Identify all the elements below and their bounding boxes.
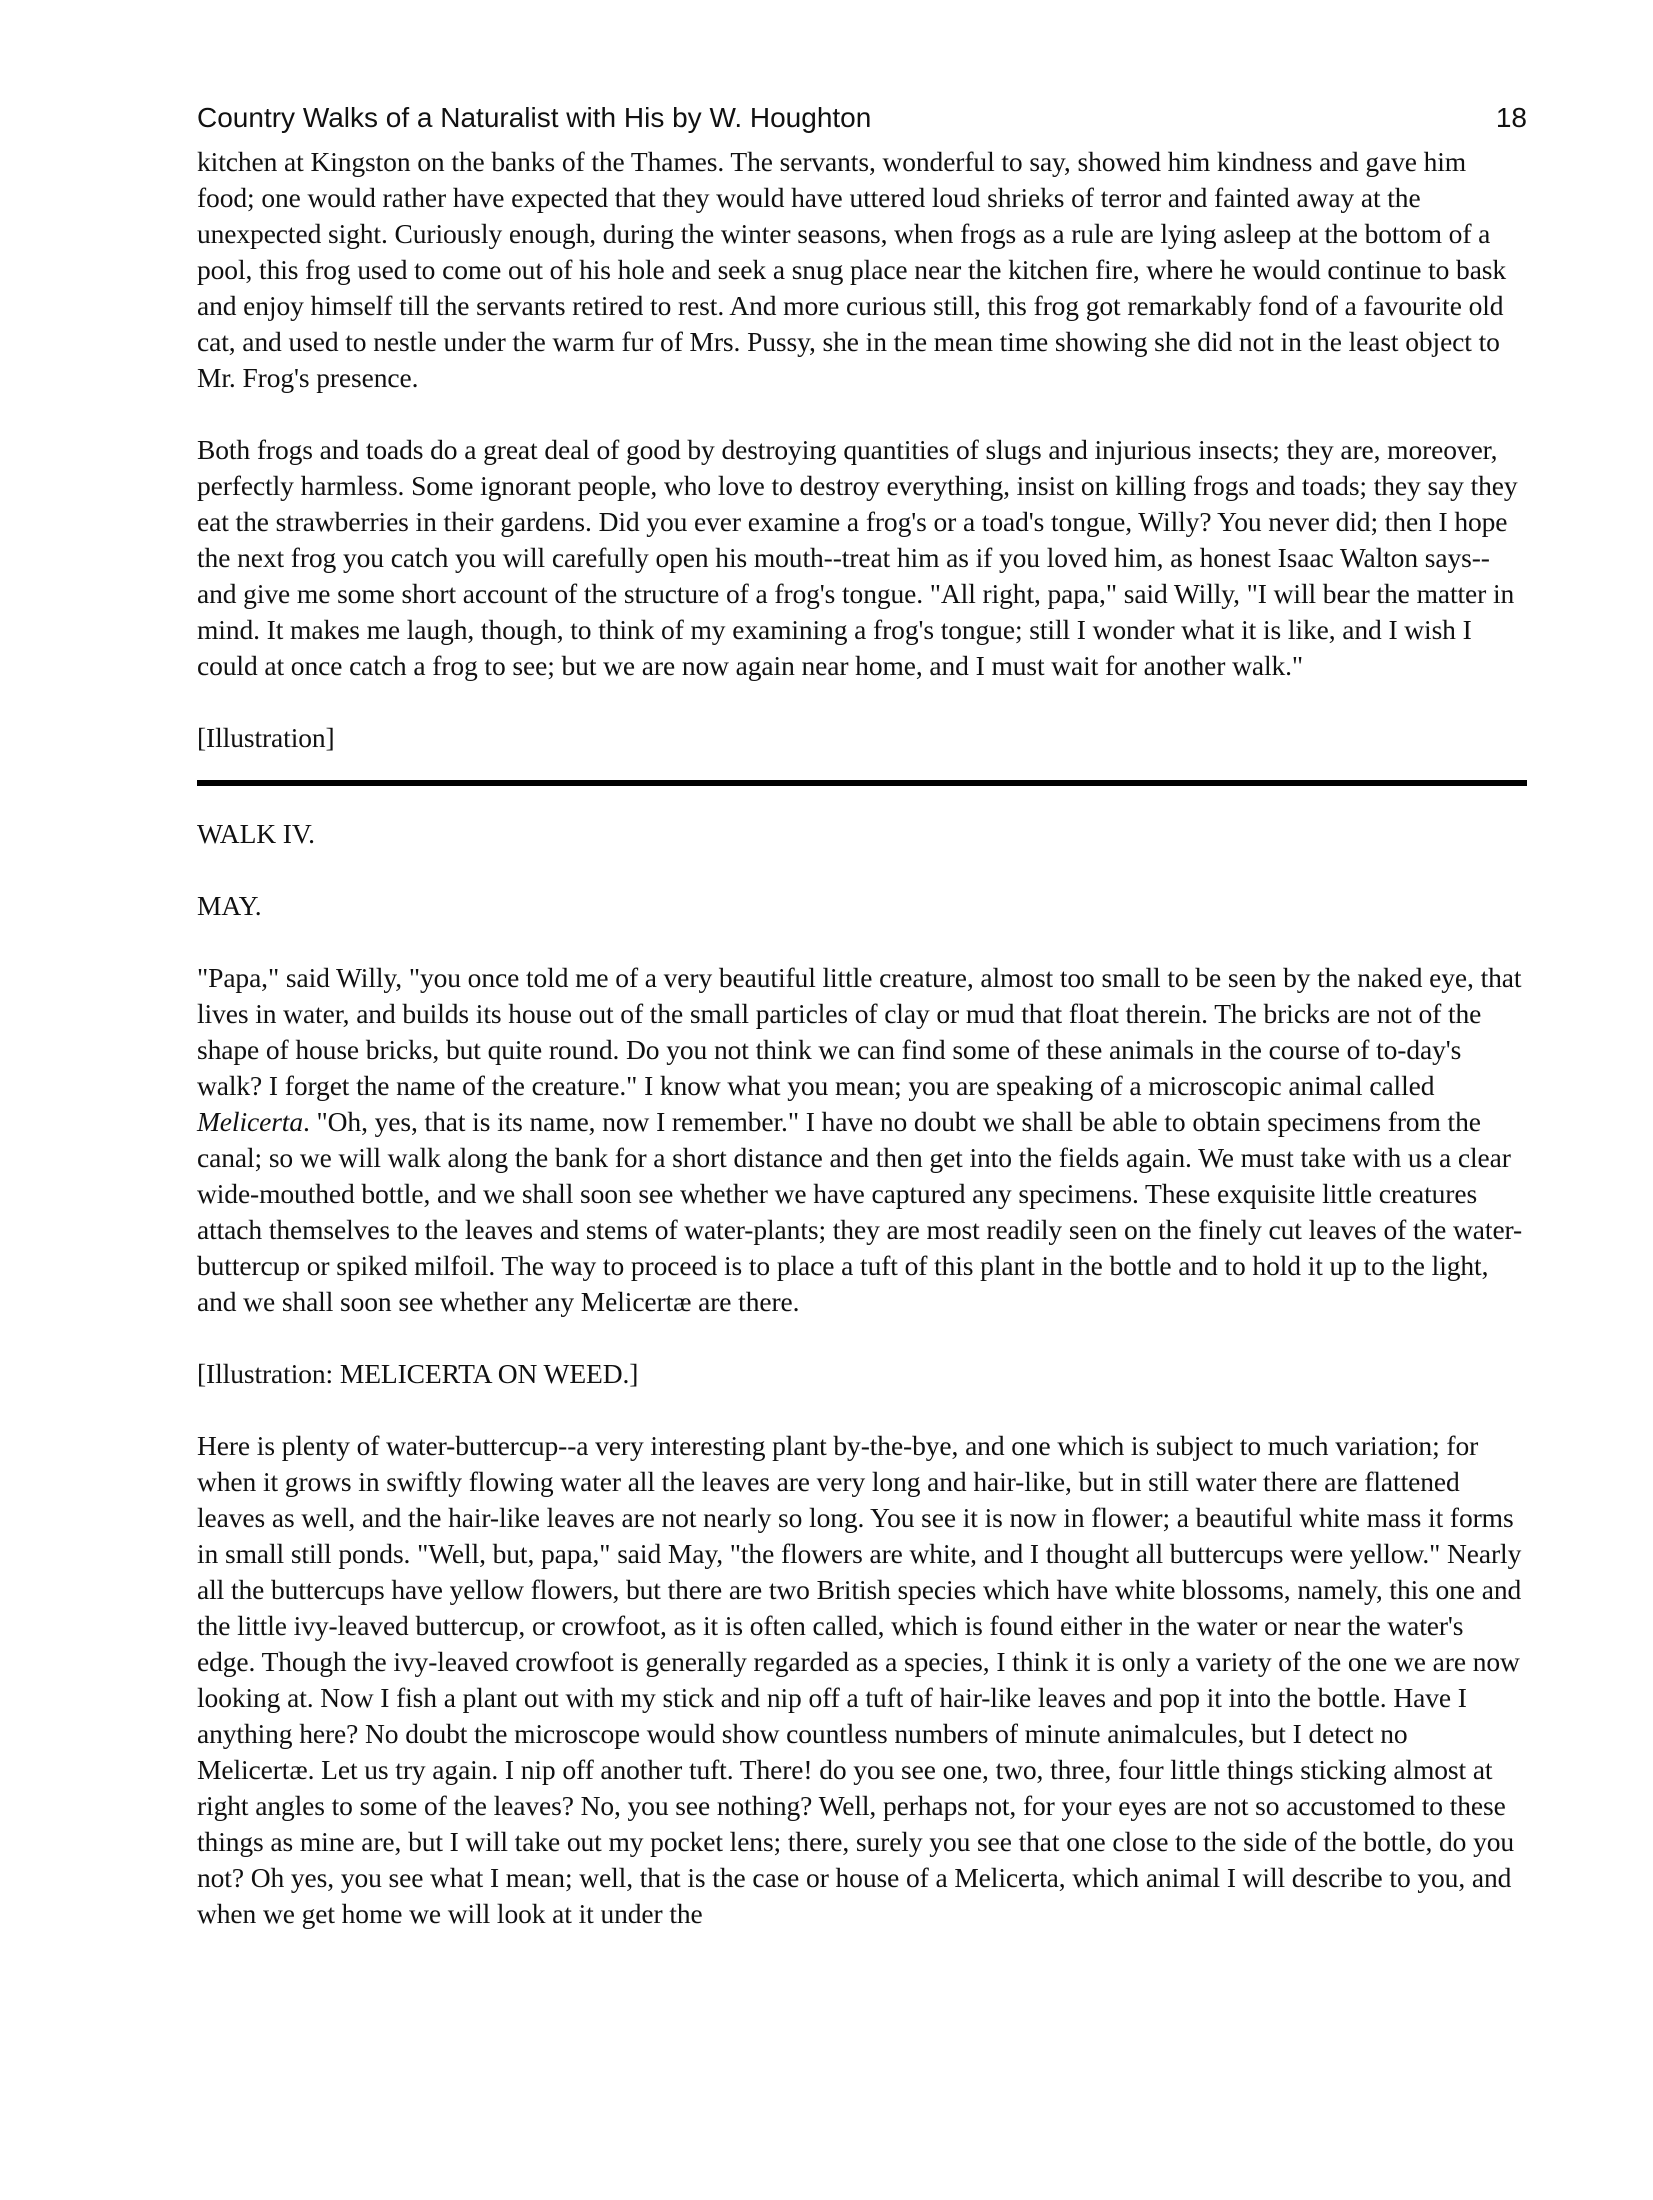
illustration-caption: [Illustration: MELICERTA ON WEED.]: [197, 1358, 639, 1389]
illustration-caption: [Illustration]: [197, 722, 335, 753]
paragraph-text: "Papa," said Willy, "you once told me of a very beautiful little creature, almost too small to be seen by the naked eye, that lives in water, and builds its house out of the small particles of clay or mud that float therein. The bricks are not of the shape of house bricks, but quite round. Do you not think we can find some of these animals in the course of to-day's walk? I forget the name of the creature." I know what you mean; you are speaking of a microscopic animal called: [197, 962, 1522, 1101]
document-page: [197, 100, 1527, 1968]
species-name: Melicerta: [197, 1106, 303, 1137]
paragraph: kitchen at Kingston on the banks of the Thames. The servants, wonderful to say, showed him kindness and gave him food; one would rather have expected that they would have uttered loud shrieks of terror and fainted away at the unexpected sight. Curiously enough, during the winter seasons, when frogs as a rule are lying asleep at the bottom of a pool, this frog used to come out of his hole and seek a snug place near the kitchen fire, where he would continue to bask and enjoy himself till the servants retired to rest. And more curious still, this frog got remarkably fond of a favourite old cat, and used to nestle under the warm fur of Mrs. Pussy, she in the mean time showing she did not in the least object to Mr. Frog's presence.: [197, 146, 1507, 393]
paragraph: Here is plenty of water-buttercup--a very interesting plant by-the-bye, and one which is subject to much variation; for when it grows in swiftly flowing water all the leaves are very long and hair-like, but in still water there are flattened leaves as well, and the hair-like leaves are not nearly so long. You see it is now in flower; a beautiful white mass it forms in small still ponds. "Well, but, papa," said May, "the flowers are white, and I thought all buttercups were yellow." Nearly all the buttercups have yellow flowers, but there are two British species which have white blossoms, namely, this one and the little ivy-leaved buttercup, or crowfoot, as it is often called, which is found either in the water or near the water's edge. Though the ivy-leaved crowfoot is generally regarded as a species, I think it is only a variety of the one we are now looking at. Now I fish a plant out with my stick and nip off a tuft of hair-like leaves and pop it into the bottle. Have I anything here? No doubt the microscope would show countless numbers of minute animalcules, but I detect no Melicertæ. Let us try again. I nip off another tuft. There! do you see one, two, three, four little things sticking almost at right angles to some of the leaves? No, you see nothing? Well, perhaps not, for your eyes are not so accustomed to these things as mine are, but I will take out my pocket lens; there, surely you see that one close to the side of the bottle, do you not? Oh yes, you see what I mean; well, that is the case or house of a Melicerta, which animal I will describe to you, and when we get home we will look at it under the: [197, 1430, 1522, 1929]
paragraph: Both frogs and toads do a great deal of good by destroying quantities of slugs and injurious insects; they are, moreover, perfectly harmless. Some ignorant people, who love to destroy everything, insist on killing frogs and toads; they say they eat the strawberries in their gardens. Did you ever examine a frog's or a toad's tongue, Willy? You never did; then I hope the next frog you catch you will carefully open his mouth--treat him as if you loved him, as honest Isaac Walton says--and give me some short account of the structure of a frog's tongue. "All right, papa," said Willy, "I will bear the matter in mind. It makes me laugh, though, to think of my examining a frog's tongue; still I wonder what it is like, and I wish I could at once catch a frog to see; but we are now again near home, and I must wait for another walk.": [197, 434, 1518, 681]
paragraph-text: . "Oh, yes, that is its name, now I remember." I have no doubt we shall be able to obtain specimens from the canal; so we will walk along the bank for a short distance and then get into the fields again. We must take with us a clear wide-mouthed bottle, and we shall soon see whether we have captured any specimens. These exquisite little creatures attach themselves to the leaves and stems of water-plants; they are most readily seen on the finely cut leaves of the water-buttercup or spiked milfoil. The way to proceed is to place a tuft of this plant in the bottle and to hold it up to the light, and we shall soon see whether any Melicertæ are there.: [197, 1106, 1523, 1317]
body-text: [197, 144, 1527, 1932]
running-header: [197, 100, 1527, 144]
page-number: 18: [1495, 102, 1527, 133]
paragraph: [197, 960, 1527, 1320]
book-title: Country Walks of a Naturalist with His by W. Houghton: [197, 102, 872, 133]
chapter-heading: WALK IV.: [197, 818, 315, 849]
chapter-subheading: MAY.: [197, 890, 262, 921]
section-divider: [197, 780, 1527, 786]
